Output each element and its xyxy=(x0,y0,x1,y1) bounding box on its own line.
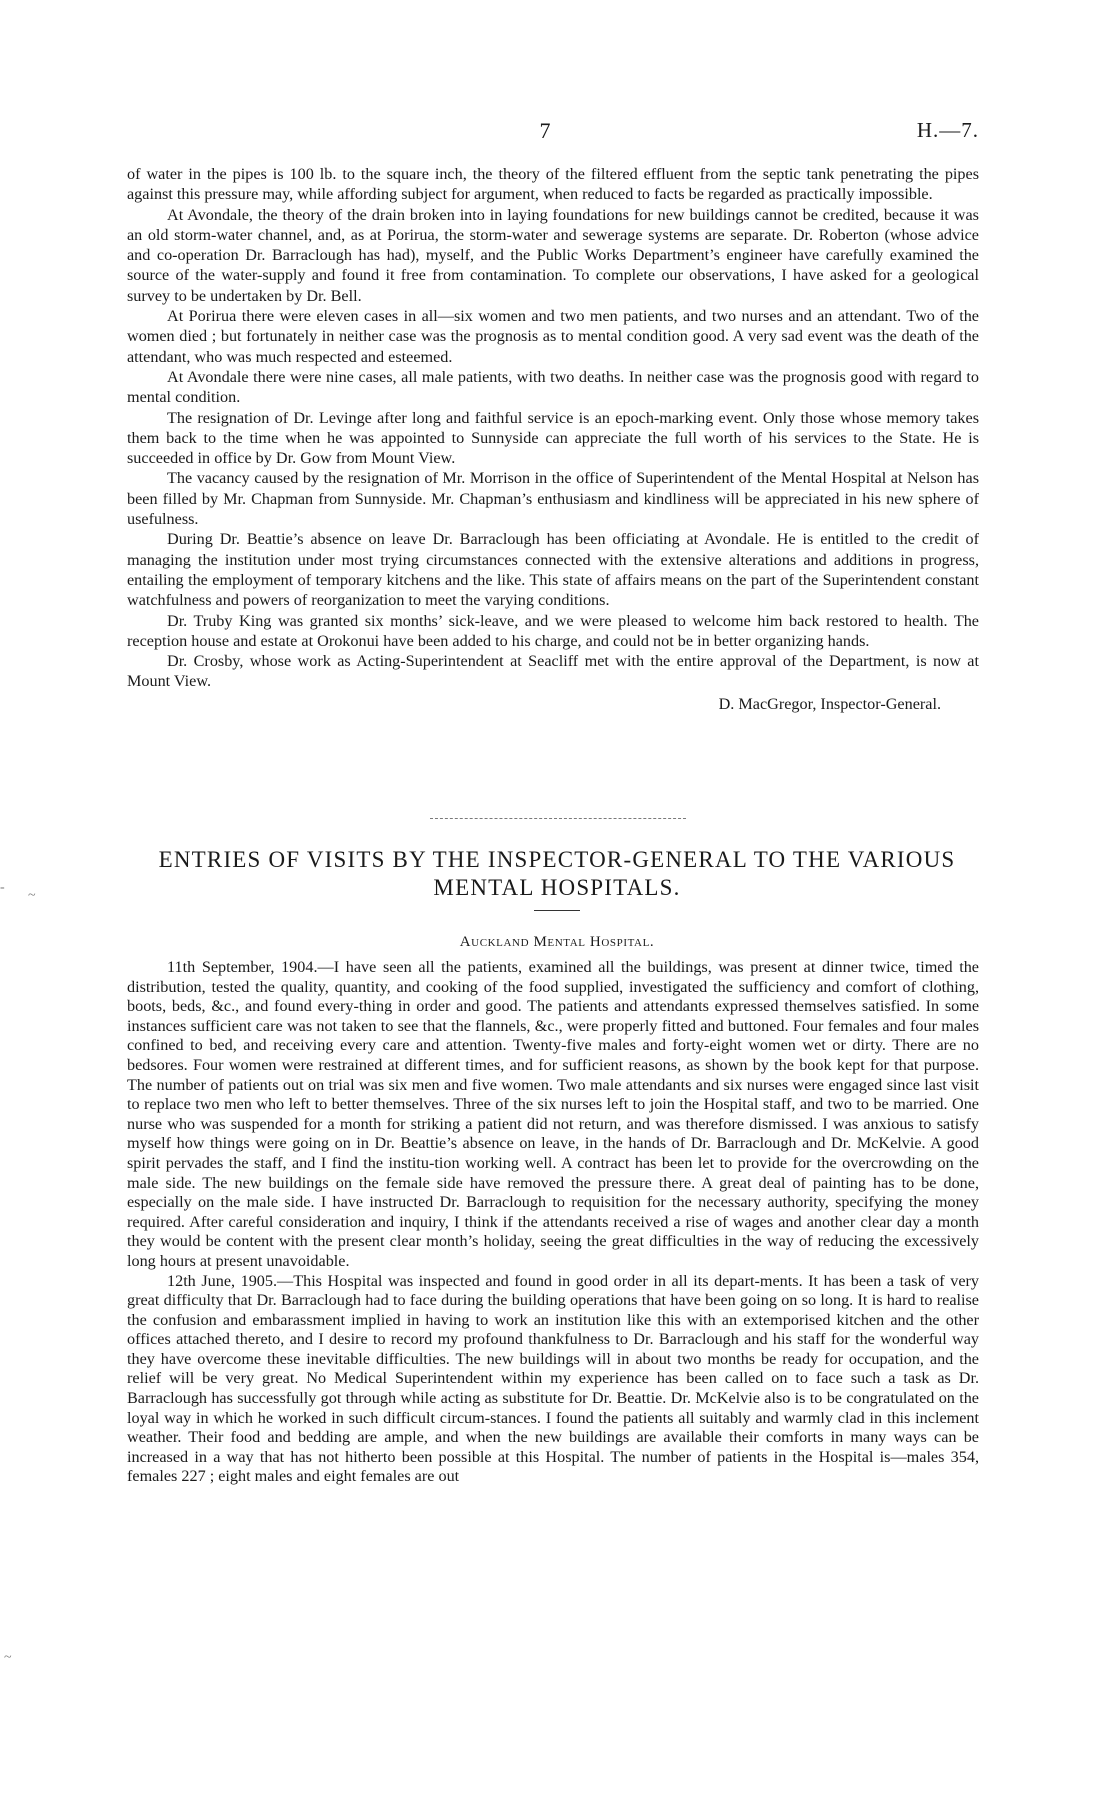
paragraph: At Avondale, the theory of the drain broken into in laying foundations for new buildings cannot be credited, because it was an old storm-water channel, and, as at Porirua, the storm-water and sewerage systems are separate. Dr. Roberton (whose advice and co-operation Dr. Barraclough has had), myself, and the Public Works Department’s engineer have carefully examined the source of the water-supply and found it free from contamination. To complete our observations, I have asked for a geological survey to be undertaken by Dr. Bell. xyxy=(127,205,979,305)
visit-entries xyxy=(127,958,979,1487)
continuation-text xyxy=(127,164,979,714)
paragraph: During Dr. Beattie’s absence on leave Dr. Barraclough has been officiating at Avondale. He is entitled to the credit of managing the institution under most trying circumstances connected with the extensive alterations and additions in progress, entailing the employment of temporary kitchens and the like. This state of affairs means on the part of the Superintendent constant watchfulness and powers of reorganization to meet the varying conditions. xyxy=(127,530,979,610)
series-code: H.—7. xyxy=(916,118,979,142)
paragraph: of water in the pipes is 100 lb. to the square inch, the theory of the filtered effluent from the septic tank penetrating the pipes against this pressure may, while affording subject for argument, when reduced to facts be regarded as practically impossible. xyxy=(127,165,979,204)
scan-mark: ~ xyxy=(28,888,36,903)
scan-mark: - xyxy=(0,880,5,895)
visit-entry: 12th June, 1905.—This Hospital was inspected and found in good order in all its depart-ments. It has been a task of very great difficulty that Dr. Barraclough had to face during the building operations that have been going on so long. It is hard to realise the confusion and embarassment implied in having to work an institution like this with an extemporised kitchen and the other offices attached thereto, and I desire to record my profound thankfulness to Dr. Barraclough and his staff for the wonderful way they have overcome these inevitable difficulties. The new buildings will in about two months be ready for occupation, and the relief will be very great. No Medical Superintendent within my experience has been called on to face such a task as Dr. Barraclough has successfully got through while acting as substitute for Dr. Beattie. Dr. McKelvie also is to be congratulated on the loyal way in which he worked in such difficult circum-stances. I found the patients all suitably and warmly clad in this inclement weather. Their food and bedding are ample, and when the new buildings are available their comforts in many ways can be increased in a way that has not hitherto been possible at this Hospital. The number of patients in the Hospital is—males 354, females 227 ; eight males and eight females are out xyxy=(127,1271,979,1486)
title-rule xyxy=(534,910,580,911)
paragraph: The resignation of Dr. Levinge after long and faithful service is an epoch-marking event. Only those whose memory takes them back to the time when he was appointed to Sunnyside can appreciate the full worth of his services to the State. He is succeeded in office by Dr. Gow from Mount View. xyxy=(127,408,979,468)
paragraph: Dr. Truby King was granted six months’ sick-leave, and we were pleased to welcome him back restored to health. The reception house and estate at Orokonui have been added to his charge, and could not be in better organizing hands. xyxy=(127,611,979,650)
section-divider xyxy=(430,818,686,819)
section-title xyxy=(100,846,1014,902)
hospital-heading: Auckland Mental Hospital. xyxy=(459,934,655,950)
signature: D. MacGregor, Inspector-General. xyxy=(718,694,941,713)
section-title-line: ENTRIES OF VISITS BY THE INSPECTOR-GENERAL TO THE VARIOUS xyxy=(158,847,956,872)
scan-mark: ~ xyxy=(4,1650,12,1665)
visit-entry: 11th September, 1904.—I have seen all the patients, examined all the buildings, was present at dinner twice, timed the distribution, tested the quality, quantity, and cooking of the food supplied, investigated the sufficiency and comfort of clothing, boots, beds, &c., and found every-thing in order and good. The patients and attendants expressed themselves satisfied. In some instances sufficient care was not taken to see that the flannels, &c., were properly fitted and buttoned. Four females and four males confined to bed, and receiving every care and attention. Twenty-five males and forty-eight women wet or dirty. There are no bedsores. Four women were restrained at different times, and for sufficient reasons, as shown by the book kept for that purpose. The number of patients out on trial was six men and five women. Two male attendants and six nurses were engaged since last visit to replace two men who left to better themselves. Three of the six nurses left to join the Hospital staff, and two to be married. One nurse who was suspended for a month for striking a patient did not return, and was therefore dismissed. I was anxious to satisfy myself how things were going on in Dr. Beattie’s absence on leave, in the hands of Dr. Barraclough and Dr. McKelvie. A good spirit pervades the staff, and I find the institu-tion working well. A contract has been let to provide for the overcrowding on the male side. The new buildings on the female side have removed the pressure there. A great deal of painting has to be done, especially on the male side. I have instructed Dr. Barraclough to requisition for the necessary authority, specifying the money required. After careful consideration and inquiry, I think if the attendants received a rise of wages and another clear day a month they would be content with the present clear month’s holiday, seeing the great difficulties in the way of reducing the excessively long hours at present unavoidable. xyxy=(127,958,979,1270)
page-number: 7 xyxy=(539,118,551,143)
paragraph: The vacancy caused by the resignation of Mr. Morrison in the office of Superintendent of the Mental Hospital at Nelson has been filled by Mr. Chapman from Sunnyside. Mr. Chapman’s enthusiasm and kindliness will be appreciated in his new sphere of usefulness. xyxy=(127,469,979,529)
paragraph: Dr. Crosby, whose work as Acting-Superintendent at Seacliff met with the entire approval of the Department, is now at Mount View. xyxy=(127,652,979,691)
paragraph: At Avondale there were nine cases, all male patients, with two deaths. In neither case was the prognosis good with regard to mental condition. xyxy=(127,367,979,407)
paragraph: At Porirua there were eleven cases in all—six women and two men patients, and two nurses and an attendant. Two of the women died ; but fortunately in neither case was the prognosis as to mental condition good. A very sad event was the death of the attendant, who was much respected and esteemed. xyxy=(127,307,979,366)
section-title-line: MENTAL HOSPITALS. xyxy=(433,875,681,900)
